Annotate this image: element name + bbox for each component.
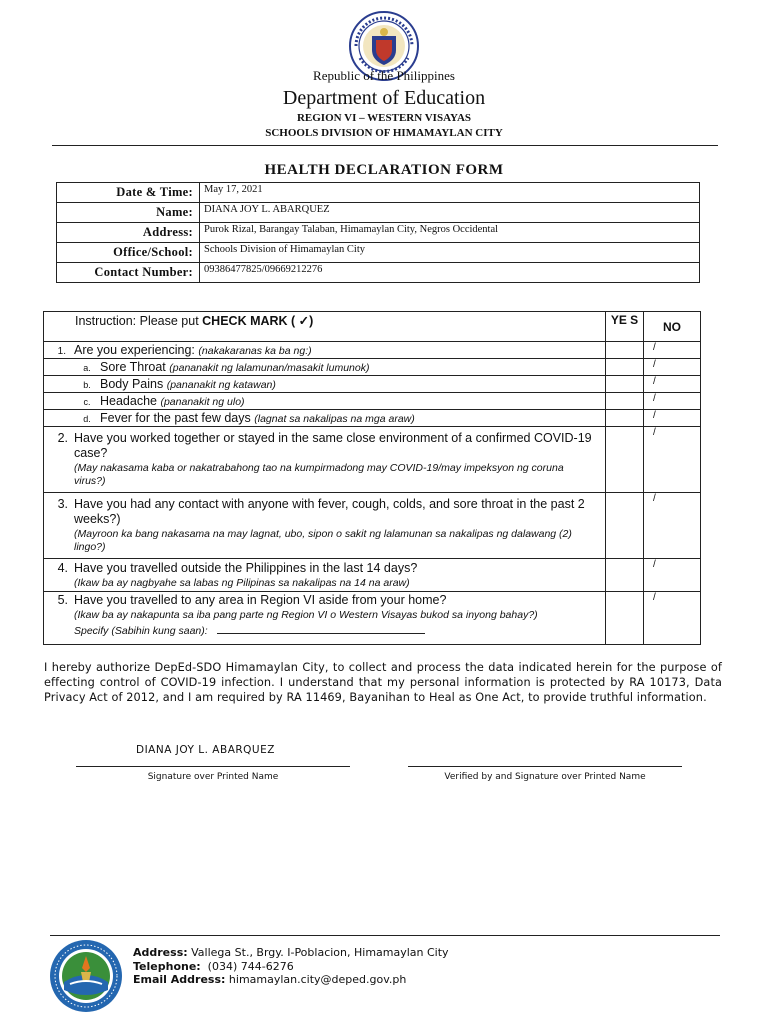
q2-row [44,427,701,493]
sdo-logo-icon [48,938,124,1014]
q5-specify-label: Specify (Sabihin kung saan): [74,625,208,637]
name-row [57,203,700,223]
q1c-row [44,393,701,410]
contact-value[interactable]: 09386477825/09669212276 [200,263,700,283]
yes-header [606,312,644,342]
footer-email-value[interactable]: himamaylan.city@deped.gov.ph [225,973,407,986]
q5-row [44,592,701,645]
q1b-text: Body Pains [100,377,167,391]
q4-yes-cell[interactable] [606,559,644,592]
office-label: Office/School: [57,243,200,263]
yes-header-label: YE S [610,313,639,327]
q3-yes-cell[interactable] [606,493,644,559]
q1a-text: Sore Throat [100,360,170,374]
republic-heading: Republic of the Philippines [313,68,455,83]
q2-yes-cell[interactable] [606,427,644,493]
signature-label-right: Verified by and Signature over Printed Name [444,772,646,782]
q1-number: 1. [57,346,66,357]
q4-cell [44,559,606,592]
footer-email [133,973,449,987]
q3-no-cell[interactable]: / [644,493,701,559]
q1a-no-cell[interactable]: / [644,359,701,376]
q4-text: Have you travelled outside the Philippines in the last 14 days? [74,561,418,575]
q1a-letter: a. [83,363,91,373]
q1-yes-cell[interactable] [606,342,644,359]
instruction-text: Instruction: Please put [75,314,203,328]
address-value[interactable]: Purok Rizal, Barangay Talaban, Himamaylan City, Negros Occidental [200,223,700,243]
q2-block [44,427,605,488]
q1-translation: (nakakaranas ka ba ng:) [198,345,312,357]
contact-label: Contact Number: [57,263,200,283]
personal-info-table [56,182,700,283]
q1c-cell [44,393,606,410]
footer-address [133,946,449,960]
q1c-translation: (pananakit ng ulo) [160,396,245,408]
department-heading: Department of Education [282,87,486,109]
form-title: HEALTH DECLARATION FORM [264,162,504,178]
footer-email-label: Email Address: [133,973,226,986]
q4-no-cell[interactable]: / [644,559,701,592]
footer-telephone-label: Telephone: [133,959,201,973]
q4-translation: (Ikaw ba ay nagbyahe sa labas ng Pilipinas sa nakalipas na 14 na araw) [74,577,410,589]
q1d-yes-cell[interactable] [606,410,644,427]
q3-text: Have you had any contact with anyone with fever, cough, colds, and sore throat in the past 2 weeks?) [74,497,585,526]
contact-row [57,263,700,283]
q1c-letter: c. [83,397,91,407]
q4-number: 4. [57,561,68,575]
footer-contact [133,946,449,987]
q1d-no-cell[interactable]: / [644,410,701,427]
q2-translation: (May nakasama kaba or nakatrabahong tao na kumpirmadong may COVID-19/may impeksyon ng coruna virus?) [74,462,564,487]
questionnaire-header-row [44,312,701,342]
office-value[interactable]: Schools Division of Himamaylan City [200,243,700,263]
q5-block [44,592,605,638]
division-heading: SCHOOLS DIVISION OF HIMAMAYLAN CITY [265,127,503,139]
q1d-letter: d. [83,414,91,424]
signature-line-left[interactable] [76,766,350,767]
address-label: Address: [57,223,200,243]
q1a-yes-cell[interactable] [606,359,644,376]
q1b-row [44,376,701,393]
q1a-cell [44,359,606,376]
q4-block [44,559,605,590]
q1c-no-cell[interactable]: / [644,393,701,410]
q4-row [44,559,701,592]
q5-number: 5. [57,593,68,607]
no-header: NO [644,312,701,342]
q3-number: 3. [57,497,68,511]
q1-cell [44,342,606,359]
q1-text: Are you experiencing: [74,343,199,357]
instruction-check-mark: CHECK MARK ( ✓) [202,314,314,328]
q2-number: 2. [57,431,68,445]
q5-specify-field[interactable] [217,623,425,634]
q1d-cell [44,410,606,427]
footer-telephone [133,960,449,974]
date-value[interactable]: May 17, 2021 [200,183,700,203]
address-row [57,223,700,243]
q1-row [44,342,701,359]
q1b-letter: b. [83,380,91,390]
footer-address-label: Address: [133,946,188,959]
q3-row [44,493,701,559]
footer-address-value: Vallega St., Brgy. I-Poblacion, Himamaylan City [187,946,449,959]
date-label: Date & Time: [57,183,200,203]
q1a-translation: (pananakit ng lalamunan/masakit lumunok) [169,362,370,374]
q1c-yes-cell[interactable] [606,393,644,410]
signature-line-right[interactable] [408,766,682,767]
q1-no-cell[interactable]: / [644,342,701,359]
q1a-row [44,359,701,376]
signature-label-left: Signature over Printed Name [147,772,279,782]
footer-divider [50,935,720,936]
questionnaire-table [43,311,701,645]
q1b-no-cell[interactable]: / [644,376,701,393]
q5-yes-cell[interactable] [606,592,644,645]
q2-no-cell[interactable]: / [644,427,701,493]
q3-block [44,493,605,554]
q1d-translation: (lagnat sa nakalipas na mga araw) [254,413,415,425]
date-row [57,183,700,203]
instruction-cell [44,312,606,342]
q3-translation: (Mayroon ka bang nakasama na may lagnat, ubo, sipon o sakit ng lalamunan sa nakalipas ng dalawang (2) lingo?) [74,528,572,553]
office-row [57,243,700,263]
q5-specify-row [74,622,593,638]
region-heading: REGION VI – WESTERN VISAYAS [296,112,472,124]
q5-cell [44,592,606,645]
q2-text: Have you worked together or stayed in the same close environment of a confirmed COVID-19 case? [74,431,592,460]
q3-cell [44,493,606,559]
footer-telephone-value: (034) 744-6276 [200,959,294,973]
q1b-translation: (pananakit ng katawan) [166,379,276,391]
header-divider [52,145,718,146]
name-label: Name: [57,203,200,223]
q5-no-cell[interactable]: / [644,592,701,645]
q1d-text: Fever for the past few days [100,411,255,425]
q1b-cell [44,376,606,393]
q5-translation: (Ikaw ba ay nakapunta sa iba pang parte ng Region VI o Western Visayas bukod sa inyong bahay?) [74,609,538,621]
q2-cell [44,427,606,493]
printed-name: DIANA JOY L. ABARQUEZ [136,744,275,756]
name-value[interactable]: DIANA JOY L. ABARQUEZ [200,203,700,223]
q1d-row [44,410,701,427]
authorization-paragraph: I hereby authorize DepEd-SDO Himamaylan City, to collect and process the data indicated herein for the purpose of effecting control of COVID-19 infection. I understand that my personal information is protected by RA 10173, Data Privacy Act of 2012, and I am required by RA 11469, Bayanihan to Heal as One Act, to provide truthful information. [44,661,722,704]
q5-text: Have you travelled to any area in Region VI aside from your home? [74,593,447,607]
q1b-yes-cell[interactable] [606,376,644,393]
q1c-text: Headache [100,394,161,408]
